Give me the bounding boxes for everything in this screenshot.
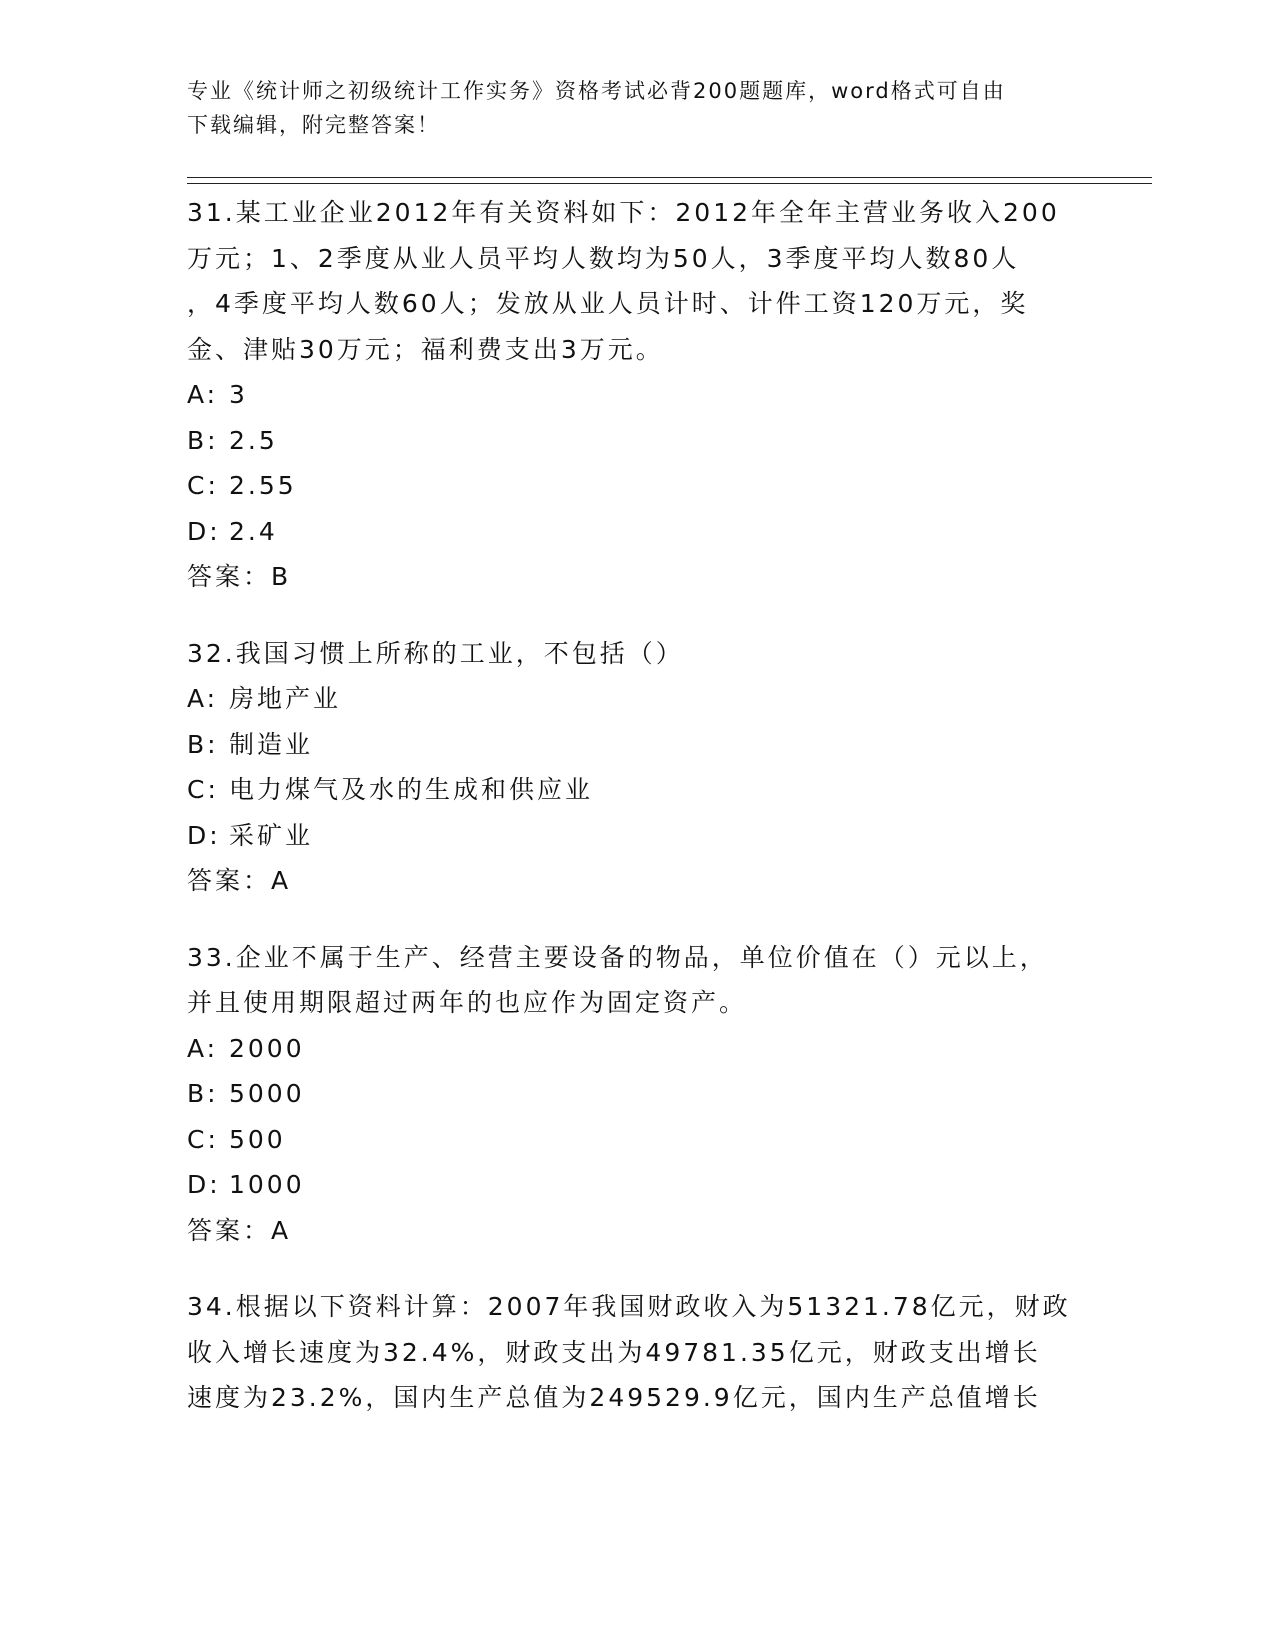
- option-key: A:: [187, 1033, 219, 1063]
- question-stem-line: 收入增长速度为32.4%，财政支出为49781.35亿元，财政支出增长: [187, 1337, 1041, 1367]
- option-key: C:: [187, 471, 219, 500]
- question-block: [187, 1284, 1087, 1421]
- option-key: B:: [187, 729, 219, 759]
- question-stem-line: 33.企业不属于生产、经营主要设备的物品，单位价值在（）元以上，: [187, 942, 1048, 972]
- option-key: D:: [187, 820, 221, 850]
- option-key: C:: [187, 775, 219, 804]
- option-text: 5000: [229, 1079, 305, 1108]
- option-key: B:: [187, 425, 219, 455]
- question-block: [187, 935, 1087, 1254]
- question-stem-line: 万元；1、2季度从业人员平均人数均为50人，3季度平均人数80人: [187, 243, 1020, 273]
- answer-option: [187, 722, 1087, 768]
- question-stem-line: 32.我国习惯上所称的工业，不包括（）: [187, 638, 684, 668]
- option-key: D:: [187, 1170, 221, 1199]
- option-key: B:: [187, 1079, 219, 1108]
- option-text: 电力煤气及水的生成和供应业: [229, 775, 594, 804]
- question-stem-line: 34.根据以下资料计算：2007年我国财政收入为51321.78亿元，财政: [187, 1292, 1071, 1321]
- answer-option: [187, 1026, 1087, 1072]
- header-line-2: 下载编辑，附完整答案！: [187, 113, 440, 137]
- answer-option: [187, 463, 1087, 509]
- option-text: 2000: [229, 1033, 305, 1063]
- answer-option: [187, 418, 1087, 464]
- option-key: A:: [187, 380, 219, 409]
- option-text: 3: [229, 380, 248, 409]
- option-key: D:: [187, 516, 221, 546]
- question-stem-line: 金、津贴30万元；福利费支出3万元。: [187, 334, 664, 364]
- answer-option: [187, 1117, 1087, 1163]
- question-block: [187, 190, 1087, 600]
- option-text: 2.4: [229, 516, 278, 546]
- document-header: [187, 74, 1067, 142]
- option-text: 2.55: [229, 471, 297, 500]
- answer-option: [187, 1071, 1087, 1117]
- answer-line: 答案：A: [187, 1215, 292, 1245]
- option-key: A:: [187, 684, 219, 713]
- question-stem-line: 速度为23.2%，国内生产总值为249529.9亿元，国内生产总值增长: [187, 1383, 1041, 1412]
- option-text: 2.5: [229, 425, 278, 455]
- answer-option: [187, 372, 1087, 418]
- option-text: 500: [229, 1124, 286, 1154]
- option-text: 制造业: [229, 729, 314, 759]
- answer-option: [187, 767, 1087, 813]
- option-text: 采矿业: [229, 820, 314, 850]
- answer-line: 答案：A: [187, 866, 292, 895]
- answer-option: [187, 813, 1087, 859]
- question-stem-line: 并且使用期限超过两年的也应作为固定资产。: [187, 988, 748, 1017]
- answer-option: [187, 676, 1087, 722]
- header-divider-bottom: [187, 183, 1152, 184]
- answer-option: [187, 1162, 1087, 1208]
- answer-option: [187, 509, 1087, 555]
- header-divider-top: [187, 177, 1152, 178]
- header-line-1: 专业《统计师之初级统计工作实务》资格考试必背200题题库，word格式可自由: [187, 79, 1006, 103]
- option-text: 1000: [229, 1170, 305, 1199]
- option-text: 房地产业: [229, 684, 342, 713]
- answer-line: 答案：B: [187, 562, 292, 591]
- question-stem-line: 31.某工业企业2012年有关资料如下：2012年全年主营业务收入200: [187, 198, 1060, 227]
- question-stem-line: ，4季度平均人数60人；发放从业人员计时、计件工资120万元，奖: [187, 289, 1029, 318]
- question-block: [187, 631, 1087, 904]
- question-list: [187, 190, 1087, 1452]
- option-key: C:: [187, 1124, 219, 1154]
